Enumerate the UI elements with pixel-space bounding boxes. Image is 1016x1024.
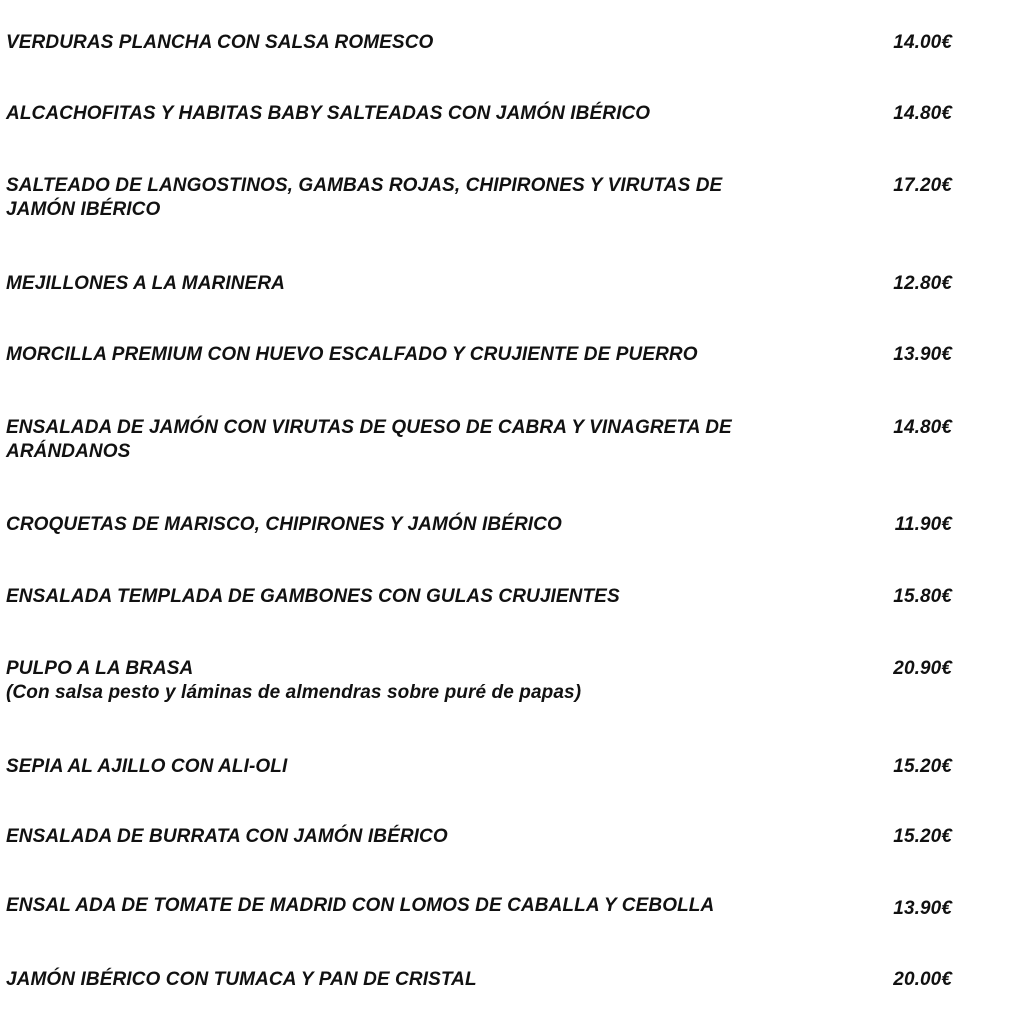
dish-price: 15.80€ — [893, 586, 952, 607]
dish-price: 14.80€ — [893, 417, 952, 438]
dish-note: (Con salsa pesto y láminas de almendras sobre puré de papas) — [6, 682, 582, 703]
dish-title: PULPO A LA BRASA — [6, 658, 194, 679]
dish-price: 17.20€ — [893, 175, 952, 196]
dish-price: 12.80€ — [893, 273, 952, 294]
dish-price: 20.00€ — [893, 969, 952, 990]
dish-name: CROQUETAS DE MARISCO, CHIPIRONES Y JAMÓN IBÉRICO — [6, 514, 562, 535]
dish-price: 13.90€ — [893, 898, 952, 919]
dish-name: JAMÓN IBÉRICO CON TUMACA Y PAN DE CRISTAL — [6, 969, 477, 990]
dish-price: 15.20€ — [893, 826, 952, 847]
dish-price: 13.90€ — [893, 344, 952, 365]
dish-name: VERDURAS PLANCHA CON SALSA ROMESCO — [6, 32, 434, 53]
dish-price: 11.90€ — [894, 514, 952, 535]
dish-name: SEPIA AL AJILLO CON ALI-OLI — [6, 756, 288, 777]
dish-name: MORCILLA PREMIUM CON HUEVO ESCALFADO Y CRUJIENTE DE PUERRO — [6, 344, 698, 365]
dish-name: ALCACHOFITAS Y HABITAS BABY SALTEADAS CON JAMÓN IBÉRICO — [6, 103, 651, 124]
dish-price: 20.90€ — [893, 658, 952, 679]
dish-name: SALTEADO DE LANGOSTINOS, GAMBAS ROJAS, CHIPIRONES Y VIRUTAS DE JAMÓN IBÉRICO — [6, 175, 723, 220]
dish-name: ENSALADA DE BURRATA CON JAMÓN IBÉRICO — [6, 826, 448, 847]
dish-name: ENSALADA DE JAMÓN CON VIRUTAS DE QUESO DE CABRA Y VINAGRETA DE ARÁNDANOS — [6, 417, 732, 462]
dish-price: 15.20€ — [893, 756, 952, 777]
dish-name: ENSAL ADA DE TOMATE DE MADRID CON LOMOS DE CABALLA Y CEBOLLA — [6, 895, 715, 916]
dish-price: 14.80€ — [893, 103, 952, 124]
dish-name — [6, 657, 746, 705]
dish-price: 14.00€ — [893, 32, 952, 53]
dish-name: MEJILLONES A LA MARINERA — [6, 273, 285, 294]
dish-name: ENSALADA TEMPLADA DE GAMBONES CON GULAS CRUJIENTES — [6, 586, 620, 607]
